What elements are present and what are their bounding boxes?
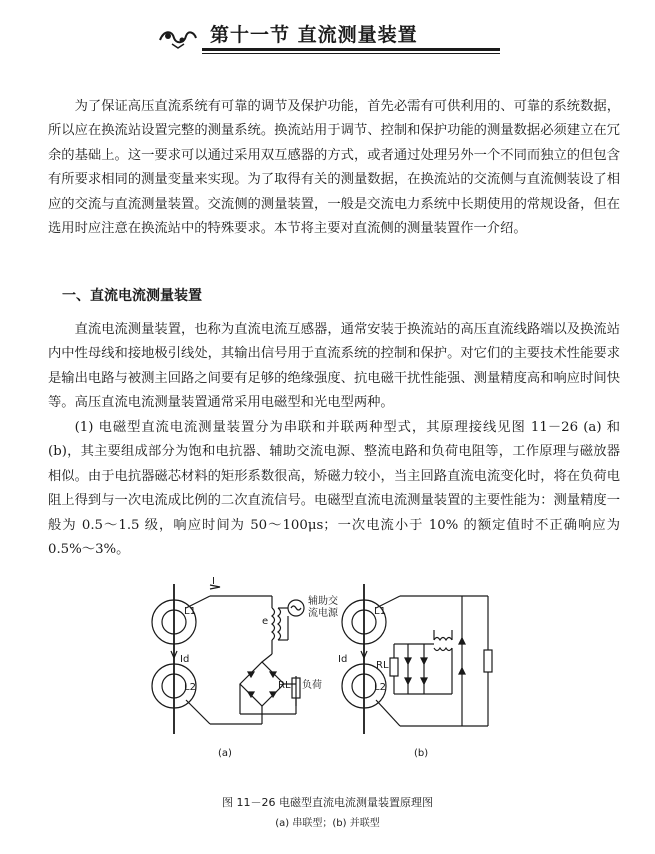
section-header <box>158 18 538 54</box>
label-id-b: Id <box>338 654 348 665</box>
label-l1-a: L1 <box>184 606 196 617</box>
label-e: e <box>262 616 269 627</box>
electromagnetic-paragraph: (1) 电磁型直流电流测量装置分为串联和并联两种型式，其原理接线见图 11－26 (a) 和 (b)，其主要组成部分为饱和电抗器、辅助交流电源、整流电路和负荷电阻等，工作原理与磁放器相似。由于电抗器磁芯材料的矩形系数很高，矫磁力较小，当主回路直流电流变化时，将在负荷电阻上得到与一次电流成比例的二次直流信号。电磁型直流电流测量装置的主要性能为：测量精度一般为 0.5～1.5 级，响应时间为 50～100μs；一次电流小于 10% 的额定值时不正确响应为 0.5%～3%。 <box>48 420 620 558</box>
flourish-ornament-icon <box>158 22 198 50</box>
circuit-diagram <box>150 574 520 764</box>
label-l1-b: L1 <box>374 606 386 617</box>
label-rl-b: RL <box>376 660 389 671</box>
subheading-dc-current: 一、直流电流测量装置 <box>62 288 202 304</box>
label-rl-a: RL <box>278 680 291 691</box>
label-current-i: I <box>212 576 215 587</box>
figure-subcaption: (a) 串联型；(b) 并联型 <box>275 818 380 829</box>
label-subfig-b: (b) <box>414 748 429 759</box>
label-aux-source-2: 流电源 <box>308 608 338 619</box>
figure-caption: 图 11－26 电磁型直流电流测量装置原理图 <box>222 796 433 809</box>
intro-paragraph: 为了保证高压直流系统有可靠的调节及保护功能，首先必需有可供利用的、可靠的系统数据，所以应在换流站设置完整的测量系统。换流站用于调节、控制和保护功能的测量数据必须建立在冗余的基础上。这一要求可以通过采用双互感器的方式，或者通过处理另外一个不同而独立的但包含有所要求相同的测量变量来实现。为了取得有关的测量数据，在换流站的交流侧与直流侧装设了相应的交流与直流测量装置。交流侧的测量装置，一般是交流电力系统中长期使用的常规设备，但在选用时应注意在换流站中的特殊要求。本节将主要对直流侧的测量装置作一介绍。 <box>48 99 620 237</box>
dc-current-paragraph: 直流电流测量装置，也称为直流电流互感器，通常安装于换流站的高压直流线路端以及换流站内中性母线和接地极引线处，其输出信号用于直流系统的控制和保护。对它们的主要技术性能要求是输出电路与被测主回路之间要有足够的绝缘强度、抗电磁干扰性能强、测量精度高和响应时间快等。高压直流电流测量装置通常采用电磁型和光电型两种。 <box>48 322 620 411</box>
figure-11-26 <box>150 574 520 764</box>
title-underline <box>202 48 500 51</box>
label-subfig-a: (a) <box>218 748 232 759</box>
section-title: 第十一节 直流测量装置 <box>210 24 418 46</box>
label-load: 负荷 <box>302 680 322 691</box>
label-aux-source-1: 辅助交 <box>308 596 338 607</box>
label-id-a: Id <box>180 654 190 665</box>
title-underline-thin <box>202 53 500 54</box>
label-l2-b: L2 <box>374 682 386 693</box>
label-l2-a: L2 <box>184 682 196 693</box>
